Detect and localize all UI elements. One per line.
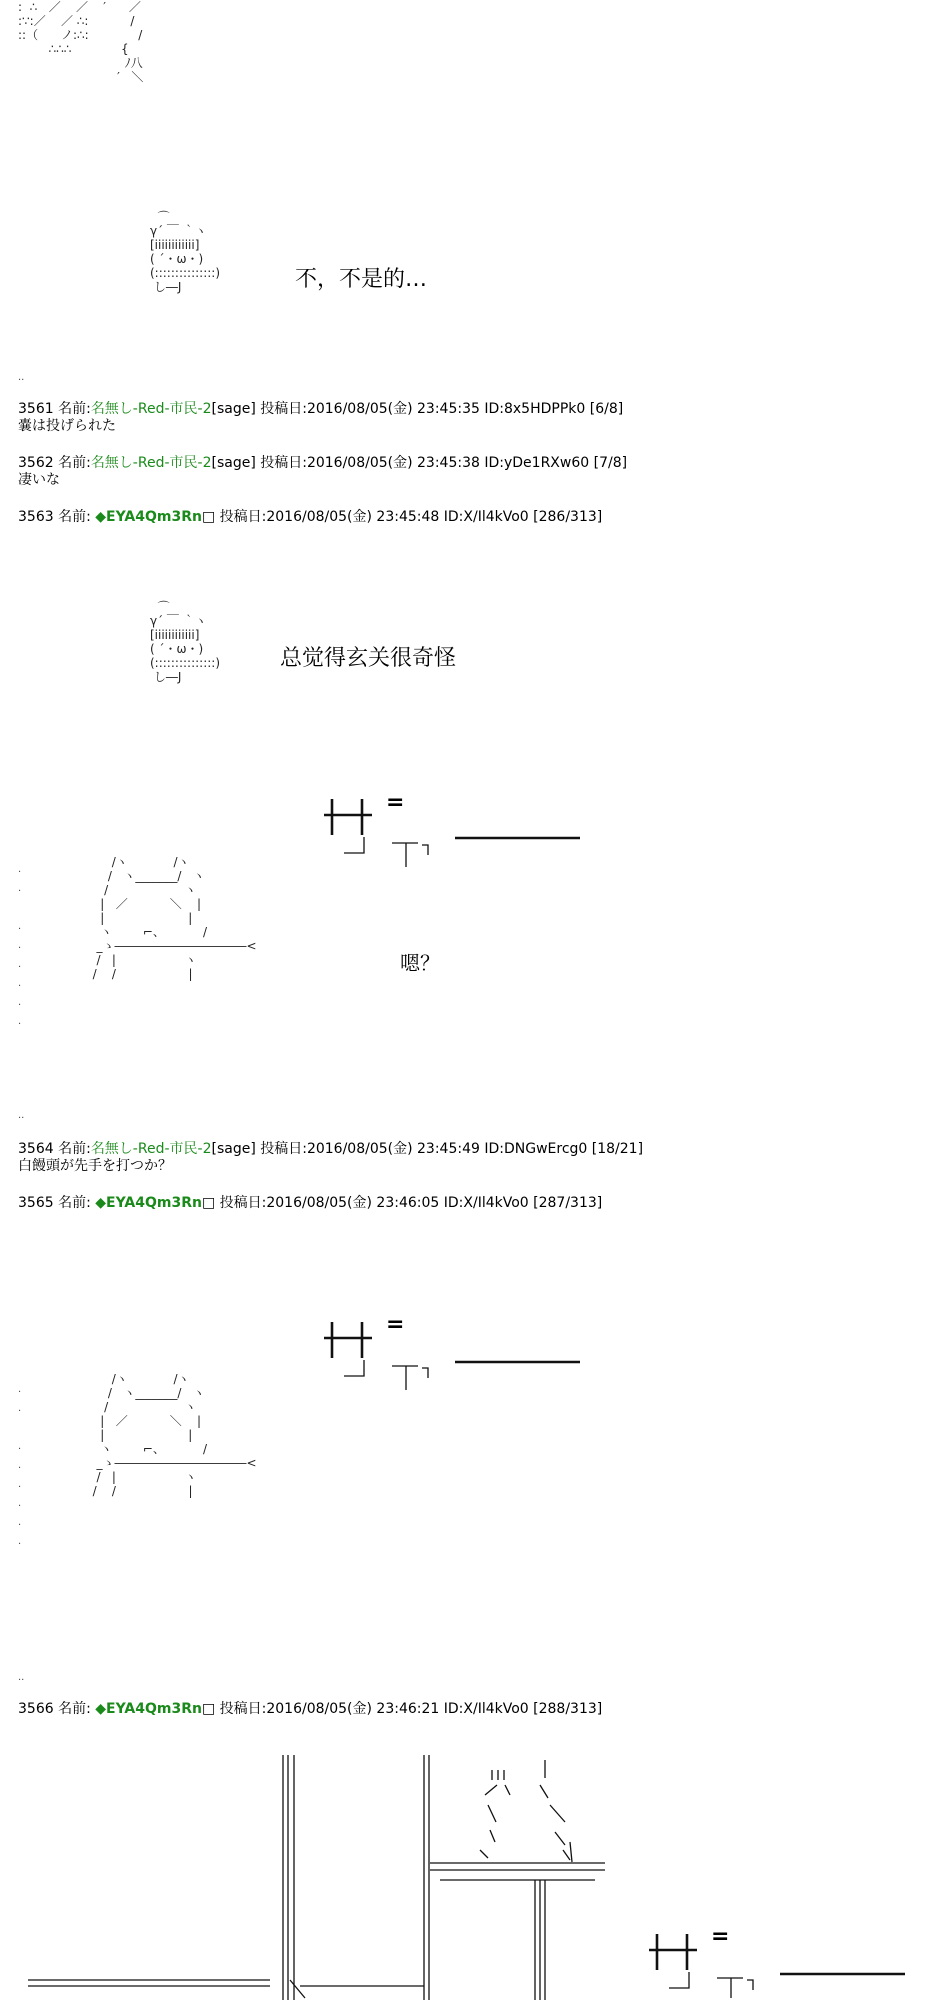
post-header-3561 xyxy=(18,400,623,418)
date-label: 投稿日: xyxy=(260,401,307,417)
poster-id[interactable]: ID:8x5HDPPk0 xyxy=(484,401,586,417)
speech-text-2: 总觉得玄关很奇怪 xyxy=(280,646,457,671)
poster-trip-name[interactable]: ◆EYA4Qm3Rn xyxy=(95,1701,202,1717)
ascii-art-manju-1: ⌒ γ´ ￣ ｀ヽ [iiiiiiiiiiii] ( ´・ω・) (:::::::::::::::) し―J xyxy=(150,210,221,294)
equals-symbol-1: = xyxy=(386,790,405,815)
ascii-art-cat-2: /ヽ /ヽ / ヽ_______/ ヽ / ヽ | ／ ＼ | | | ヽ ⌐、 / _ゝ―――――――――――< / | ヽ / / | xyxy=(92,1372,257,1498)
post-header-3566 xyxy=(18,1700,602,1718)
door-bar-art-3 xyxy=(645,1930,945,2000)
post-date: 2016/08/05(金) 23:45:35 xyxy=(306,401,480,417)
name-label: 名前: xyxy=(58,455,91,471)
date-label: 投稿日: xyxy=(260,455,307,471)
door-bar-art-2 xyxy=(320,1318,620,1398)
poster-id[interactable]: ID:X/Il4kVo0 xyxy=(443,509,529,525)
date-label: 投稿日: xyxy=(219,1701,267,1717)
date-label: 投稿日: xyxy=(260,1141,307,1157)
post-count: [7/8] xyxy=(593,455,628,471)
poster-name[interactable]: 名無し-Red-市民-2 xyxy=(90,401,212,417)
post-header-3564 xyxy=(18,1140,643,1158)
post-date: 2016/08/05(金) 23:46:21 xyxy=(266,1701,440,1717)
poster-name[interactable]: 名無し-Red-市民-2 xyxy=(90,1141,212,1157)
sage-tag: [sage] xyxy=(211,1141,256,1157)
name-label: 名前: xyxy=(58,1195,91,1211)
post-number: 3562 xyxy=(18,455,54,471)
post-number: 3566 xyxy=(18,1701,54,1717)
poster-name[interactable]: 名無し-Red-市民-2 xyxy=(90,455,212,471)
post-count: [286/313] xyxy=(533,509,603,525)
equals-symbol-3: = xyxy=(711,1924,730,1949)
post-number: 3561 xyxy=(18,401,54,417)
post-count: [18/21] xyxy=(591,1141,644,1157)
poster-id[interactable]: ID:yDe1RXw60 xyxy=(484,455,590,471)
name-label: 名前: xyxy=(58,509,91,525)
door-bar-art-1 xyxy=(320,795,620,875)
post-body-3561: 嚢は投げられた xyxy=(18,418,116,434)
date-label: 投稿日: xyxy=(219,509,267,525)
date-label: 投稿日: xyxy=(219,1195,267,1211)
post-body-3564: 白饅頭が先手を打つか？ xyxy=(18,1158,172,1174)
sage-tag: [sage] xyxy=(211,401,256,417)
post-date: 2016/08/05(金) 23:45:49 xyxy=(306,1141,480,1157)
post-date: 2016/08/05(金) 23:45:38 xyxy=(306,455,480,471)
trip-icon: □ xyxy=(201,509,216,525)
left-margin-dots-1: . . . . . . . . xyxy=(18,864,22,1027)
poster-id[interactable]: ID:X/Il4kVo0 xyxy=(443,1701,529,1717)
equals-symbol-2: = xyxy=(386,1312,405,1337)
post-date: 2016/08/05(金) 23:46:05 xyxy=(266,1195,440,1211)
post-body-3562: 凄いな xyxy=(18,472,60,488)
poster-id[interactable]: ID:DNGwErcg0 xyxy=(484,1141,588,1157)
separator-dots: .. xyxy=(18,1110,25,1121)
speech-text-1: 不，不是的… xyxy=(295,267,428,292)
left-margin-dots-2: . . . . . . . . xyxy=(18,1384,22,1547)
post-number: 3565 xyxy=(18,1195,54,1211)
post-header-3562 xyxy=(18,454,627,472)
post-header-3563 xyxy=(18,508,602,526)
poster-trip-name[interactable]: ◆EYA4Qm3Rn xyxy=(95,1195,202,1211)
ascii-art-manju-2: ⌒ γ´ ￣ ｀ヽ [iiiiiiiiiiii] ( ´・ω・) (:::::::::::::::) し―J xyxy=(150,600,221,684)
post-count: [6/8] xyxy=(589,401,624,417)
separator-dots: .. xyxy=(18,372,25,383)
poster-trip-name[interactable]: ◆EYA4Qm3Rn xyxy=(95,509,202,525)
poster-id[interactable]: ID:X/Il4kVo0 xyxy=(443,1195,529,1211)
post-number: 3564 xyxy=(18,1141,54,1157)
separator-dots: .. xyxy=(18,1672,25,1683)
name-label: 名前: xyxy=(58,401,91,417)
name-label: 名前: xyxy=(58,1701,91,1717)
post-count: [287/313] xyxy=(533,1195,603,1211)
ascii-art-cat-1: /ヽ /ヽ / ヽ_______/ ヽ / ヽ | ／ ＼ | | | ヽ ⌐、 / _ゝ―――――――――――< / | ヽ / / | xyxy=(92,855,257,981)
post-number: 3563 xyxy=(18,509,54,525)
name-label: 名前: xyxy=(58,1141,91,1157)
post-date: 2016/08/05(金) 23:45:48 xyxy=(266,509,440,525)
sage-tag: [sage] xyxy=(211,455,256,471)
post-header-3565 xyxy=(18,1194,602,1212)
trip-icon: □ xyxy=(201,1701,216,1717)
trip-icon: □ xyxy=(201,1195,216,1211)
ascii-art-fragment-top: : ∴ ／ ／ ′ ／ :∵:／ ／ ∴: / ::（ ノ:∴: / ∴∴∴ { ﾉ八 ′ ＼ xyxy=(18,0,144,84)
post-count: [288/313] xyxy=(533,1701,603,1717)
speech-text-3: 嗯？ xyxy=(400,951,440,975)
